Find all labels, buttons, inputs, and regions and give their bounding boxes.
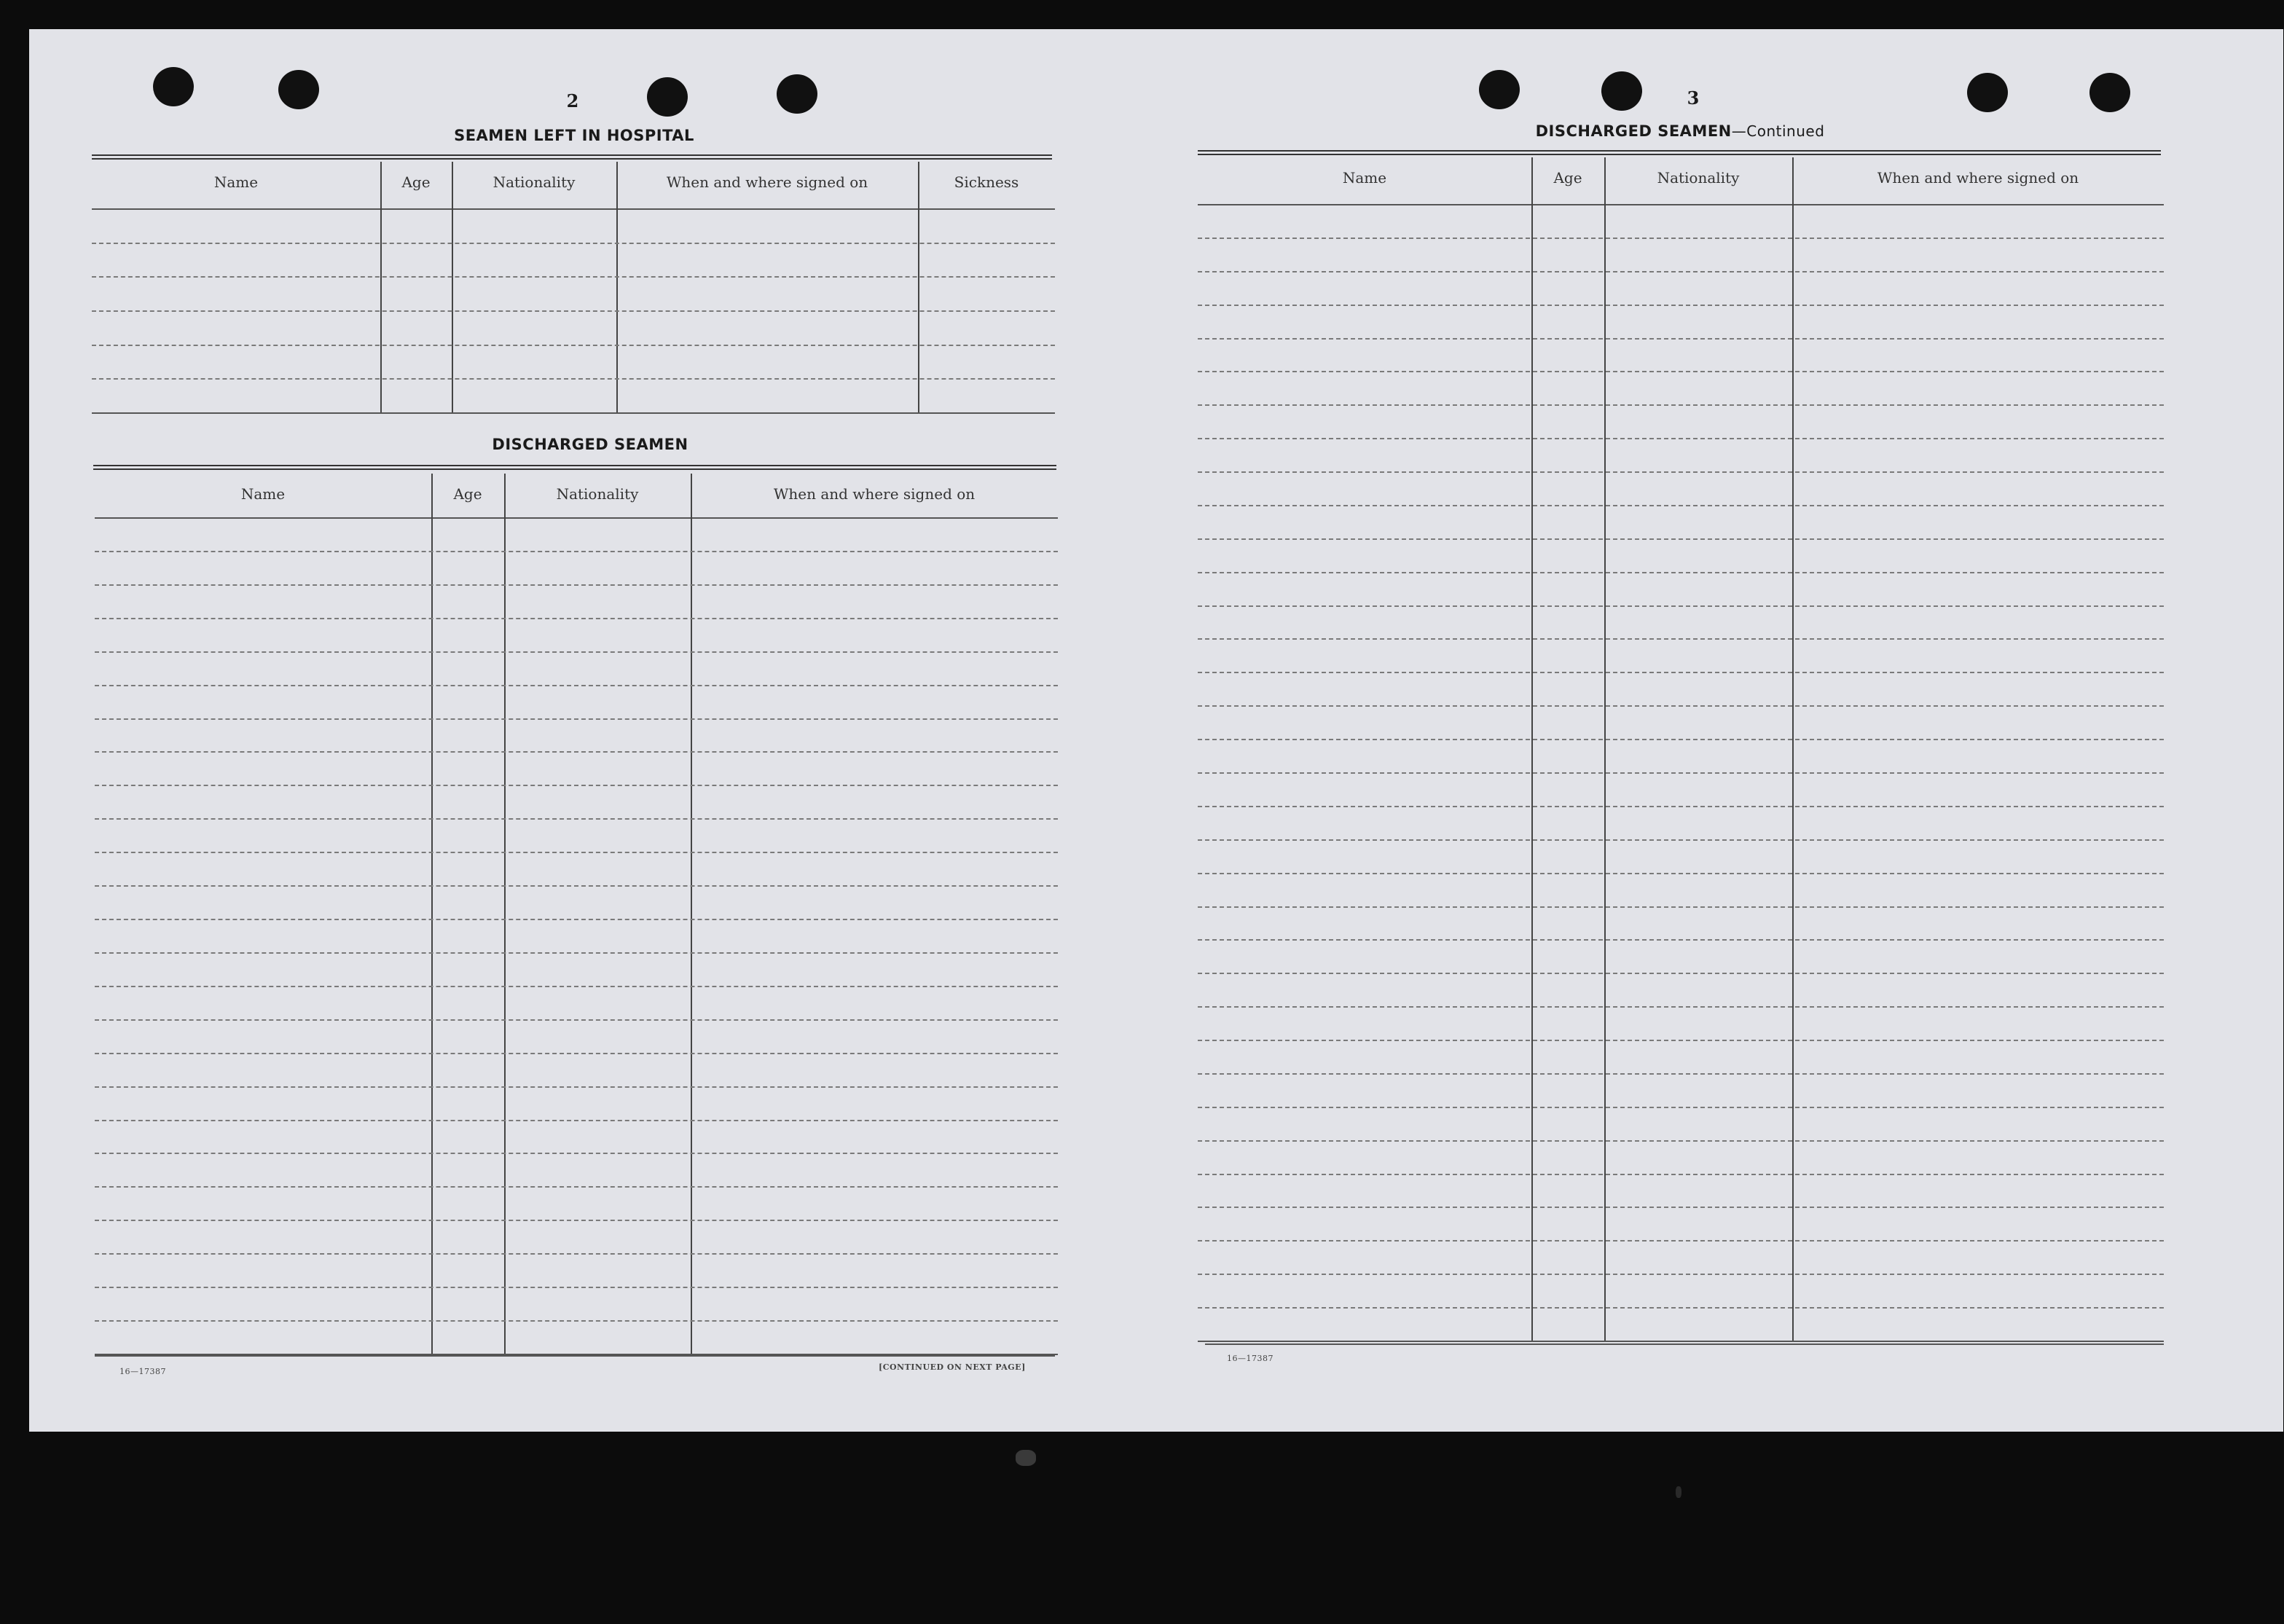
table-row-line <box>92 412 1055 414</box>
table-row-line <box>95 1120 1058 1121</box>
table-row-line <box>1198 471 2164 473</box>
table-row-line <box>1198 705 2164 707</box>
column-header-rule <box>95 517 1058 519</box>
table-row-line <box>95 1354 1058 1355</box>
discharged-section-title: DISCHARGED SEAMEN <box>492 436 688 453</box>
table-row-line <box>1198 906 2164 908</box>
table-row-line <box>95 618 1058 619</box>
table-row-line <box>1198 1040 2164 1041</box>
table-row-line <box>95 1220 1058 1221</box>
left-page-number: 2 <box>566 90 579 111</box>
column-header: When and where signed on <box>773 485 976 503</box>
punch-hole <box>647 77 688 117</box>
column-header: When and where signed on <box>1877 169 2079 187</box>
column-divider <box>1792 157 1794 1341</box>
table-row-line <box>95 919 1058 920</box>
right-form-number: 16—17387 <box>1227 1354 1274 1363</box>
table-row-line <box>92 378 1055 380</box>
column-divider <box>1604 157 1606 1341</box>
column-divider <box>452 162 453 412</box>
hospital-header-rule <box>92 154 1052 160</box>
table-row-line <box>95 584 1058 586</box>
table-row-line <box>1198 839 2164 841</box>
table-row-line <box>1198 1107 2164 1108</box>
table-row-line <box>95 818 1058 820</box>
column-divider <box>504 474 506 1354</box>
table-row-line <box>95 1153 1058 1154</box>
left-form-number: 16—17387 <box>119 1367 166 1376</box>
table-row-line <box>1198 538 2164 540</box>
table-row-line <box>95 651 1058 653</box>
table-row-line <box>95 1053 1058 1054</box>
column-header: Age <box>453 485 482 503</box>
table-row-line <box>1198 1240 2164 1241</box>
column-header: Sickness <box>954 173 1019 191</box>
column-divider <box>1531 157 1533 1341</box>
column-header: Nationality <box>556 485 639 503</box>
column-header: Name <box>240 485 286 503</box>
table-row-line <box>95 1019 1058 1021</box>
column-header: Age <box>401 173 431 191</box>
table-row-line <box>95 952 1058 954</box>
right-title-text: DISCHARGED SEAMEN <box>1535 122 1732 140</box>
right-section-title <box>1536 122 1825 140</box>
table-row-line <box>1198 806 2164 807</box>
table-row-line <box>1198 371 2164 372</box>
punch-hole <box>2089 73 2130 112</box>
scan-speck <box>1016 1450 1036 1466</box>
column-divider <box>380 162 382 412</box>
right-header-rule <box>1198 150 2161 155</box>
table-row-line <box>95 785 1058 786</box>
column-header: Name <box>1342 169 1387 187</box>
table-row-line <box>1198 772 2164 774</box>
column-divider <box>431 474 433 1354</box>
column-header-rule <box>1198 204 2164 205</box>
discharged-header-rule <box>93 465 1056 470</box>
table-row-line <box>95 1320 1058 1322</box>
punch-hole <box>278 70 319 109</box>
punch-hole <box>777 74 817 114</box>
table-row-line <box>1198 873 2164 874</box>
table-row-line <box>95 1287 1058 1288</box>
column-divider <box>616 162 618 412</box>
column-header: Name <box>213 173 259 191</box>
table-row-line <box>1198 338 2164 340</box>
table-row-line <box>92 243 1055 244</box>
punch-hole <box>1601 71 1642 111</box>
table-row-line <box>92 310 1055 312</box>
table-row-line <box>1198 438 2164 439</box>
table-row-line <box>1198 1174 2164 1175</box>
right-page-bottom-rule <box>1205 1343 2164 1345</box>
table-row-line <box>1198 739 2164 740</box>
table-row-line <box>1198 271 2164 272</box>
right-page-number: 3 <box>1687 87 1700 109</box>
column-header: When and where signed on <box>666 173 868 191</box>
left-page-bottom-rule <box>95 1355 1055 1357</box>
punch-hole <box>1479 70 1520 109</box>
column-divider <box>691 474 692 1354</box>
table-row-line <box>95 1253 1058 1255</box>
table-row-line <box>1198 404 2164 406</box>
table-row-line <box>95 885 1058 887</box>
table-row-line <box>95 1186 1058 1188</box>
table-row-line <box>1198 1073 2164 1075</box>
table-row-line <box>1198 638 2164 640</box>
table-row-line <box>1198 973 2164 974</box>
scan-speck <box>1676 1486 1681 1498</box>
table-row-line <box>95 718 1058 720</box>
table-row-line <box>95 685 1058 686</box>
table-row-line <box>95 551 1058 552</box>
punch-hole <box>1967 73 2008 112</box>
column-header: Nationality <box>1657 169 1740 187</box>
hospital-section-title: SEAMEN LEFT IN HOSPITAL <box>454 127 694 144</box>
punch-hole <box>153 67 194 106</box>
right-title-suffix: —Continued <box>1731 122 1825 140</box>
column-header-rule <box>92 208 1055 210</box>
form-sheet <box>29 29 2283 1432</box>
table-row-line <box>92 345 1055 346</box>
table-row-line <box>1198 1140 2164 1142</box>
table-row-line <box>95 751 1058 753</box>
table-row-line <box>95 852 1058 853</box>
table-row-line <box>95 986 1058 987</box>
table-row-line <box>92 276 1055 278</box>
table-row-line <box>1198 238 2164 239</box>
table-row-line <box>1198 1207 2164 1208</box>
table-row-line <box>1198 1307 2164 1309</box>
column-divider <box>918 162 919 412</box>
table-row-line <box>95 1086 1058 1088</box>
table-row-line <box>1198 1006 2164 1008</box>
column-header: Nationality <box>492 173 576 191</box>
continued-note: [CONTINUED ON NEXT PAGE] <box>879 1362 1026 1372</box>
table-row-line <box>1198 505 2164 506</box>
table-row-line <box>1198 939 2164 941</box>
column-header: Age <box>1553 169 1582 187</box>
table-row-line <box>1198 1341 2164 1342</box>
table-row-line <box>1198 605 2164 607</box>
table-row-line <box>1198 1274 2164 1275</box>
table-row-line <box>1198 572 2164 573</box>
table-row-line <box>1198 305 2164 306</box>
table-row-line <box>1198 672 2164 673</box>
